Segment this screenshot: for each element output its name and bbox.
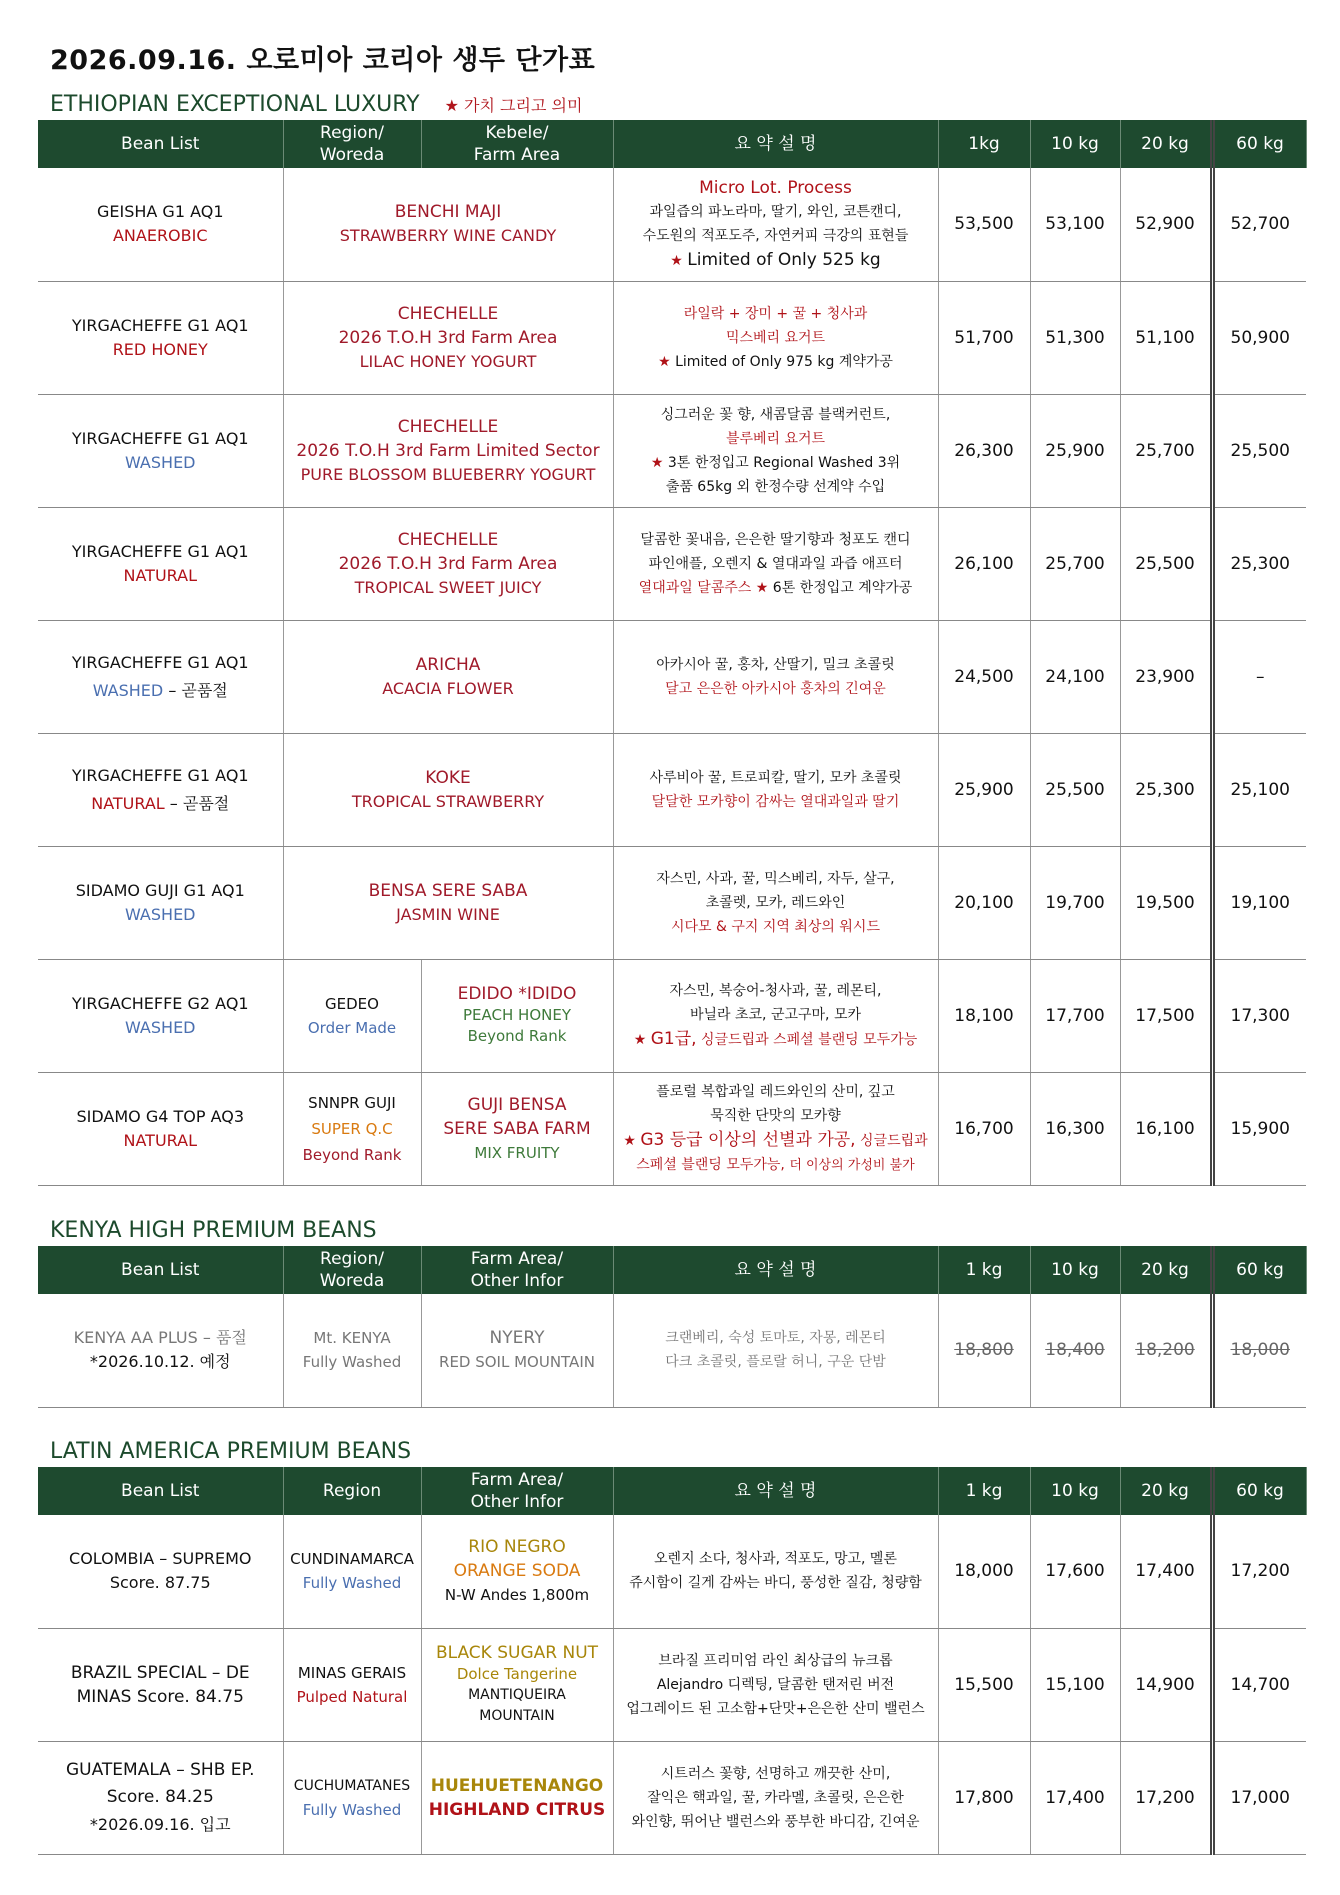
price-10kg: 17,700 [1030,959,1120,1072]
header-10kg: 10 kg [1030,1246,1120,1294]
price-1kg: 26,100 [938,507,1030,620]
price-1kg: 16,700 [938,1072,1030,1185]
bean-name: GEISHA G1 AQ1 ANAEROBIC [38,168,283,281]
bean-name: SIDAMO G4 TOP AQ3 NATURAL [38,1072,283,1185]
header-farm-area: Farm Area/ Other Infor [421,1246,613,1294]
price-20kg: 52,900 [1120,168,1212,281]
price-20kg: 17,400 [1120,1515,1212,1628]
region: CUNDINAMARCA Fully Washed [283,1515,421,1628]
price-20kg: 23,900 [1120,620,1212,733]
region: SNNPR GUJI SUPER Q.C Beyond Rank [283,1072,421,1185]
farm-area: GUJI BENSA SERE SABA FARM MIX FRUITY [421,1072,613,1185]
table-row [38,1515,1306,1628]
ethiopia-title: ETHIOPIAN EXCEPTIONAL LUXURY [50,92,420,117]
farm-area: KOKE TROPICAL STRAWBERRY [283,733,613,846]
price-10kg: 17,400 [1030,1741,1120,1854]
table-row [38,168,1306,281]
star-icon: ★ [623,1132,636,1149]
star-icon: ★ [670,252,683,269]
price-10kg: 16,300 [1030,1072,1120,1185]
ethiopia-subtitle: ★ 가치 그리고 의미 [444,96,583,115]
price-60kg: – [1212,620,1306,733]
table-header [38,1246,1306,1294]
farm-area: CHECHELLE 2026 T.O.H 3rd Farm Area TROPICAL SWEET JUICY [283,507,613,620]
table-row [38,281,1306,394]
price-20kg: 19,500 [1120,846,1212,959]
description: Micro Lot. Process 과일즙의 파노라마, 딸기, 와인, 코튼캔디, 수도원의 적포도주, 자연커피 극강의 표현들 ★ Limited of Only 525 kg [613,168,938,281]
price-1kg: 25,900 [938,733,1030,846]
ethiopia-section-title [50,92,582,117]
price-60kg: 52,700 [1212,168,1306,281]
ethiopia-price-table [38,120,1307,1186]
price-10kg: 51,300 [1030,281,1120,394]
header-farm-area: Farm Area/ Other Infor [421,1467,613,1515]
price-60kg: 17,200 [1212,1515,1306,1628]
price-10kg: 25,900 [1030,394,1120,507]
table-row [38,733,1306,846]
price-60kg: 14,700 [1212,1628,1306,1741]
price-10kg: 25,700 [1030,507,1120,620]
farm-area: BENCHI MAJI STRAWBERRY WINE CANDY [283,168,613,281]
header-summary: 요 약 설 명 [613,1246,938,1294]
price-60kg: 25,300 [1212,507,1306,620]
region: MINAS GERAIS Pulped Natural [283,1628,421,1741]
kenya-section-title: KENYA HIGH PREMIUM BEANS [50,1218,377,1243]
price-10kg: 53,100 [1030,168,1120,281]
price-20kg: 14,900 [1120,1628,1212,1741]
description: 자스민, 사과, 꿀, 믹스베리, 자두, 살구, 초콜렛, 모카, 레드와인 시다모 & 구지 지역 최상의 워시드 [613,846,938,959]
price-60kg: 25,500 [1212,394,1306,507]
description: 아카시아 꿀, 홍차, 산딸기, 밀크 초콜릿 달고 은은한 아카시아 홍차의 긴여운 [613,620,938,733]
price-1kg: 18,800 [938,1294,1030,1407]
header-10kg: 10 kg [1030,1467,1120,1515]
star-icon: ★ [650,454,664,471]
price-20kg: 18,200 [1120,1294,1212,1407]
table-row [38,846,1306,959]
price-1kg: 18,100 [938,959,1030,1072]
header-60kg: 60 kg [1212,120,1306,168]
table-row [38,959,1306,1072]
header-region: Region [283,1467,421,1515]
header-bean-list: Bean List [38,1246,283,1294]
price-20kg: 51,100 [1120,281,1212,394]
farm-area: EDIDO *IDIDO PEACH HONEY Beyond Rank [421,959,613,1072]
description: 플로럴 복합과일 레드와인의 산미, 깊고 묵직한 단맛의 모카향 ★ G3 등급 이상의 선별과 가공, 싱글드립과 스페셜 블랜딩 모두가능, 더 이상의 가성비 불가 [613,1072,938,1185]
price-1kg: 24,500 [938,620,1030,733]
header-1kg: 1kg [938,120,1030,168]
region: Mt. KENYA Fully Washed [283,1294,421,1407]
bean-name: YIRGACHEFFE G2 AQ1 WASHED [38,959,283,1072]
bean-name: YIRGACHEFFE G1 AQ1 WASHED – 곧품절 [38,620,283,733]
price-20kg: 25,500 [1120,507,1212,620]
table-row [38,394,1306,507]
bean-name: COLOMBIA – SUPREMO Score. 87.75 [38,1515,283,1628]
region: GEDEO Order Made [283,959,421,1072]
bean-name: GUATEMALA – SHB EP. Score. 84.25 *2026.09.16. 입고 [38,1741,283,1854]
price-10kg: 18,400 [1030,1294,1120,1407]
table-row [38,1741,1306,1854]
description: 시트러스 꽃향, 선명하고 깨끗한 산미, 잘익은 핵과일, 꿀, 카라멜, 초콜릿, 은은한 와인향, 뛰어난 밸런스와 풍부한 바디감, 긴여운 [613,1741,938,1854]
header-summary: 요 약 설 명 [613,120,938,168]
farm-area: ARICHA ACACIA FLOWER [283,620,613,733]
region: CUCHUMATANES Fully Washed [283,1741,421,1854]
table-row [38,507,1306,620]
price-60kg: 18,000 [1212,1294,1306,1407]
table-header [38,1467,1306,1515]
price-60kg: 15,900 [1212,1072,1306,1185]
bean-name: YIRGACHEFFE G1 AQ1 NATURAL [38,507,283,620]
description: 라일락 + 장미 + 꿀 + 청사과 믹스베리 요거트 ★ Limited of Only 975 kg 계약가공 [613,281,938,394]
price-60kg: 17,000 [1212,1741,1306,1854]
header-bean-list: Bean List [38,1467,283,1515]
star-icon: ★ [755,579,769,596]
price-20kg: 17,200 [1120,1741,1212,1854]
table-row [38,1628,1306,1741]
price-1kg: 51,700 [938,281,1030,394]
page-title: 2026.09.16. 오로미아 코리아 생두 단가표 [50,45,596,76]
table-header [38,120,1306,168]
price-1kg: 15,500 [938,1628,1030,1741]
bean-name: SIDAMO GUJI G1 AQ1 WASHED [38,846,283,959]
farm-area: CHECHELLE 2026 T.O.H 3rd Farm Limited Sector PURE BLOSSOM BLUEBERRY YOGURT [283,394,613,507]
description: 오렌지 소다, 청사과, 적포도, 망고, 멜론 쥬시함이 길게 감싸는 바디, 풍성한 질감, 청량함 [613,1515,938,1628]
header-1kg: 1 kg [938,1467,1030,1515]
price-10kg: 24,100 [1030,620,1120,733]
price-20kg: 16,100 [1120,1072,1212,1185]
table-row [38,620,1306,733]
bean-name: KENYA AA PLUS – 품절 *2026.10.12. 예정 [38,1294,283,1407]
farm-area: BENSA SERE SABA JASMIN WINE [283,846,613,959]
header-20kg: 20 kg [1120,1246,1212,1294]
header-region: Region/ Woreda [283,1246,421,1294]
price-60kg: 17,300 [1212,959,1306,1072]
table-row [38,1294,1306,1407]
price-10kg: 19,700 [1030,846,1120,959]
header-20kg: 20 kg [1120,120,1212,168]
price-60kg: 50,900 [1212,281,1306,394]
bean-name: BRAZIL SPECIAL – DE MINAS Score. 84.75 [38,1628,283,1741]
farm-area: HUEHUETENANGO HIGHLAND CITRUS [421,1741,613,1854]
bean-name: YIRGACHEFFE G1 AQ1 RED HONEY [38,281,283,394]
bean-name: YIRGACHEFFE G1 AQ1 NATURAL – 곧품절 [38,733,283,846]
header-summary: 요 약 설 명 [613,1467,938,1515]
description: 크랜베리, 숙성 토마토, 자몽, 레몬티 다크 초콜릿, 플로랄 허니, 구운 단밤 [613,1294,938,1407]
header-region: Region/ Woreda [283,120,421,168]
description: 자스민, 복숭어-청사과, 꿀, 레몬티, 바닐라 초코, 군고구마, 모카 ★ G1급, 싱글드립과 스페셜 블랜딩 모두가능 [613,959,938,1072]
price-20kg: 17,500 [1120,959,1212,1072]
price-1kg: 26,300 [938,394,1030,507]
star-icon: ★ [633,1032,647,1048]
price-20kg: 25,300 [1120,733,1212,846]
farm-area: NYERY RED SOIL MOUNTAIN [421,1294,613,1407]
star-icon: ★ [658,353,671,370]
header-10kg: 10 kg [1030,120,1120,168]
description: 브라질 프리미엄 라인 최상급의 뉴크롭 Alejandro 디렉팅, 달콤한 탠저린 버전 업그레이드 된 고소함+단맛+은은한 산미 밸런스 [613,1628,938,1741]
price-1kg: 53,500 [938,168,1030,281]
price-10kg: 17,600 [1030,1515,1120,1628]
price-10kg: 15,100 [1030,1628,1120,1741]
price-60kg: 19,100 [1212,846,1306,959]
star-icon: ★ [444,96,459,115]
price-60kg: 25,100 [1212,733,1306,846]
header-60kg: 60 kg [1212,1467,1306,1515]
farm-area: CHECHELLE 2026 T.O.H 3rd Farm Area LILAC HONEY YOGURT [283,281,613,394]
header-bean-list: Bean List [38,120,283,168]
table-row [38,1072,1306,1185]
bean-name: YIRGACHEFFE G1 AQ1 WASHED [38,394,283,507]
latin-price-table [38,1467,1307,1855]
description: 사루비아 꿀, 트로피칼, 딸기, 모카 초콜릿 달달한 모카향이 감싸는 열대과일과 딸기 [613,733,938,846]
farm-area: RIO NEGRO ORANGE SODA N-W Andes 1,800m [421,1515,613,1628]
kenya-price-table [38,1246,1307,1408]
latin-section-title: LATIN AMERICA PREMIUM BEANS [50,1439,412,1464]
header-kebele: Kebele/ Farm Area [421,120,613,168]
price-1kg: 17,800 [938,1741,1030,1854]
price-10kg: 25,500 [1030,733,1120,846]
price-20kg: 25,700 [1120,394,1212,507]
header-60kg: 60 kg [1212,1246,1306,1294]
description: 달콤한 꽃내음, 은은한 딸기향과 청포도 캔디 파인애플, 오렌지 & 열대과일 과즙 애프터 열대과일 달콤주스 ★ 6톤 한정입고 계약가공 [613,507,938,620]
header-20kg: 20 kg [1120,1467,1212,1515]
description: 싱그러운 꽃 향, 새콤달콤 블랙커런트, 블루베리 요거트 ★ 3톤 한정입고 Regional Washed 3위 출품 65kg 외 한정수량 선계약 수입 [613,394,938,507]
price-1kg: 20,100 [938,846,1030,959]
farm-area: BLACK SUGAR NUT Dolce Tangerine MANTIQUEIRA MOUNTAIN [421,1628,613,1741]
header-1kg: 1 kg [938,1246,1030,1294]
price-1kg: 18,000 [938,1515,1030,1628]
